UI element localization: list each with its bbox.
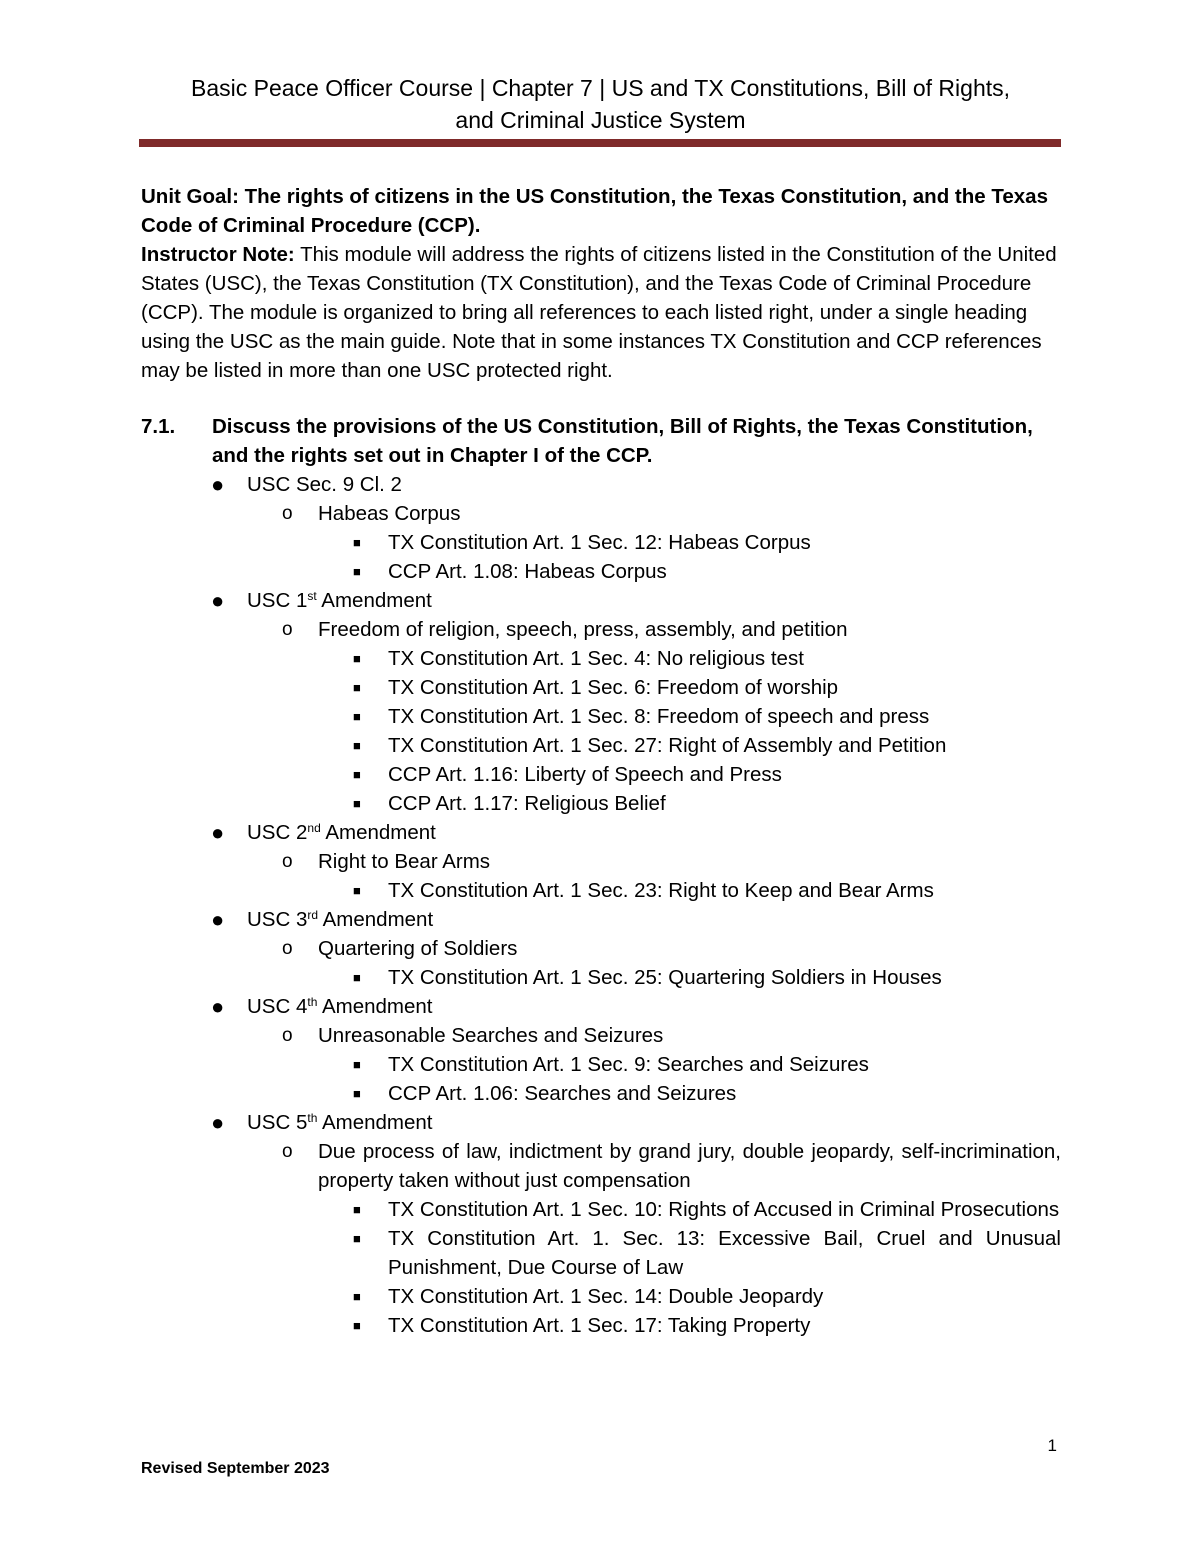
bullet-square-icon: ■ <box>353 535 361 550</box>
amendment-label: USC 2 <box>247 821 308 844</box>
bullet-square-icon: ■ <box>353 970 361 985</box>
document-body <box>141 182 1061 1340</box>
amendment-label: USC 5 <box>247 1111 308 1134</box>
bullet-square-icon: ■ <box>353 767 361 782</box>
list-item <box>141 470 1061 499</box>
list-item <box>141 586 1061 615</box>
bullet-square-icon: ■ <box>353 1318 361 1333</box>
reference-item <box>141 731 1061 760</box>
list-subitem <box>141 1137 1061 1195</box>
header-divider <box>139 139 1061 147</box>
reference-text: CCP Art. 1.08: Habeas Corpus <box>388 560 667 583</box>
reference-item <box>141 702 1061 731</box>
reference-item <box>141 557 1061 586</box>
reference-text: TX Constitution Art. 1 Sec. 6: Freedom of worship <box>388 676 839 699</box>
bullet-square-icon: ■ <box>353 709 361 724</box>
reference-text: TX Constitution Art. 1 Sec. 25: Quartering Soldiers in Houses <box>388 966 942 989</box>
bullet-circle-icon: o <box>282 1141 293 1162</box>
right-name: Freedom of religion, speech, press, assembly, and petition <box>318 618 848 641</box>
reference-item <box>141 760 1061 789</box>
bullet-square-icon: ■ <box>353 738 361 753</box>
bullet-circle-icon: o <box>282 619 293 640</box>
bullet-square-icon: ■ <box>353 796 361 811</box>
ordinal-suffix: nd <box>307 821 321 835</box>
unit-goal: Unit Goal: The rights of citizens in the US Constitution, the Texas Constitution, and the Texas Code of Criminal Procedure (CCP). <box>141 185 1048 237</box>
amendment-word: Amendment <box>317 995 433 1018</box>
list-subitem <box>141 934 1061 963</box>
reference-item <box>141 1079 1061 1108</box>
bullet-square-icon: ■ <box>353 680 361 695</box>
header-line-1: Basic Peace Officer Course | Chapter 7 | US and TX Constitutions, Bill of Rights, <box>190 75 1011 101</box>
reference-text: CCP Art. 1.06: Searches and Seizures <box>388 1082 737 1105</box>
bullet-square-icon: ■ <box>353 1231 361 1246</box>
header-line-2: and Criminal Justice System <box>455 107 746 133</box>
bullet-dot-icon: ● <box>211 820 225 845</box>
reference-item <box>141 1195 1061 1224</box>
reference-text: CCP Art. 1.16: Liberty of Speech and Press <box>388 763 782 786</box>
reference-text: TX Constitution Art. 1 Sec. 14: Double Jeopardy <box>388 1285 824 1308</box>
bullet-square-icon: ■ <box>353 1289 361 1304</box>
list-subitem <box>141 1021 1061 1050</box>
reference-text: TX Constitution Art. 1 Sec. 4: No religious test <box>388 647 804 670</box>
amendment-word: Amendment <box>320 821 436 844</box>
list-item <box>141 818 1061 847</box>
bullet-square-icon: ■ <box>353 883 361 898</box>
right-name: Unreasonable Searches and Seizures <box>318 1024 664 1047</box>
reference-text: TX Constitution Art. 1 Sec. 8: Freedom of speech and press <box>388 705 930 728</box>
ordinal-suffix: rd <box>307 908 319 922</box>
bullet-dot-icon: ● <box>211 588 225 613</box>
amendment-word: Amendment <box>316 589 432 612</box>
bullet-dot-icon: ● <box>211 1110 225 1135</box>
amendment-label: USC 3 <box>247 908 308 931</box>
bullet-square-icon: ■ <box>353 1086 361 1101</box>
ordinal-suffix: th <box>307 1111 318 1125</box>
list-item <box>141 992 1061 1021</box>
reference-item <box>141 1050 1061 1079</box>
list-item <box>141 1108 1061 1137</box>
revision-note: Revised September 2023 <box>141 1460 330 1477</box>
reference-text: TX Constitution Art. 1 Sec. 12: Habeas Corpus <box>388 531 811 554</box>
bullet-square-icon: ■ <box>353 564 361 579</box>
right-name: Right to Bear Arms <box>318 850 491 873</box>
bullet-dot-icon: ● <box>211 994 225 1019</box>
amendment-word: Amendment <box>318 908 434 931</box>
list-item-label: USC Sec. 9 Cl. 2 <box>247 473 402 496</box>
reference-item <box>141 963 1061 992</box>
amendment-word: Amendment <box>317 1111 433 1134</box>
bullet-dot-icon: ● <box>211 907 225 932</box>
reference-text: TX Constitution Art. 1 Sec. 27: Right of Assembly and Petition <box>388 734 947 757</box>
page-number: 1 <box>1047 1436 1057 1455</box>
reference-item <box>141 528 1061 557</box>
ordinal-suffix: th <box>307 995 318 1009</box>
bullet-dot-icon: ● <box>211 472 225 497</box>
bullet-square-icon: ■ <box>353 1057 361 1072</box>
bullet-circle-icon: o <box>282 1025 293 1046</box>
reference-text: TX Constitution Art. 1. Sec. 13: Excessive Bail, Cruel and Unusual Punishment, Due Course of Law <box>388 1227 1061 1279</box>
rights-list <box>141 470 1061 1340</box>
reference-text: TX Constitution Art. 1 Sec. 17: Taking Property <box>388 1314 811 1337</box>
instructor-note <box>141 240 1061 385</box>
bullet-square-icon: ■ <box>353 1202 361 1217</box>
ordinal-suffix: st <box>307 589 317 603</box>
reference-item <box>141 1311 1061 1340</box>
list-subitem <box>141 615 1061 644</box>
right-name: Due process of law, indictment by grand jury, double jeopardy, self-incrimination, property taken without just compensation <box>318 1140 1061 1192</box>
reference-item <box>141 673 1061 702</box>
right-name: Habeas Corpus <box>318 502 461 525</box>
page-header <box>140 72 1061 136</box>
bullet-circle-icon: o <box>282 851 293 872</box>
reference-text: TX Constitution Art. 1 Sec. 9: Searches and Seizures <box>388 1053 869 1076</box>
reference-text: CCP Art. 1.17: Religious Belief <box>388 792 666 815</box>
reference-item <box>141 644 1061 673</box>
reference-text: TX Constitution Art. 1 Sec. 23: Right to Keep and Bear Arms <box>388 879 934 902</box>
reference-item <box>141 789 1061 818</box>
section-title: Discuss the provisions of the US Constitution, Bill of Rights, the Texas Constitution, and the rights set out in Chapter I of the CCP. <box>212 415 1033 467</box>
list-item <box>141 905 1061 934</box>
amendment-label: USC 1 <box>247 589 308 612</box>
amendment-label: USC 4 <box>247 995 308 1018</box>
list-subitem <box>141 499 1061 528</box>
reference-item <box>141 1282 1061 1311</box>
bullet-circle-icon: o <box>282 503 293 524</box>
reference-text: TX Constitution Art. 1 Sec. 10: Rights of Accused in Criminal Prosecutions <box>388 1198 1060 1221</box>
reference-item <box>141 1224 1061 1282</box>
right-name: Quartering of Soldiers <box>318 937 518 960</box>
instructor-note-text: This module will address the rights of citizens listed in the Constitution of the United States (USC), the Texas Constitution (TX Constitution), and the Texas Code of Criminal Procedure (CCP). The module is organized to bring all references to each listed right, under a single heading using the USC as the main guide. Note that in some instances TX Constitution and CCP references may be listed in more than one USC protected right. <box>141 243 1057 382</box>
bullet-circle-icon: o <box>282 938 293 959</box>
bullet-square-icon: ■ <box>353 651 361 666</box>
reference-item <box>141 876 1061 905</box>
section-7-1-heading <box>141 412 1061 470</box>
list-subitem <box>141 847 1061 876</box>
section-number: 7.1. <box>141 415 176 438</box>
instructor-note-label: Instructor Note: <box>141 243 295 266</box>
